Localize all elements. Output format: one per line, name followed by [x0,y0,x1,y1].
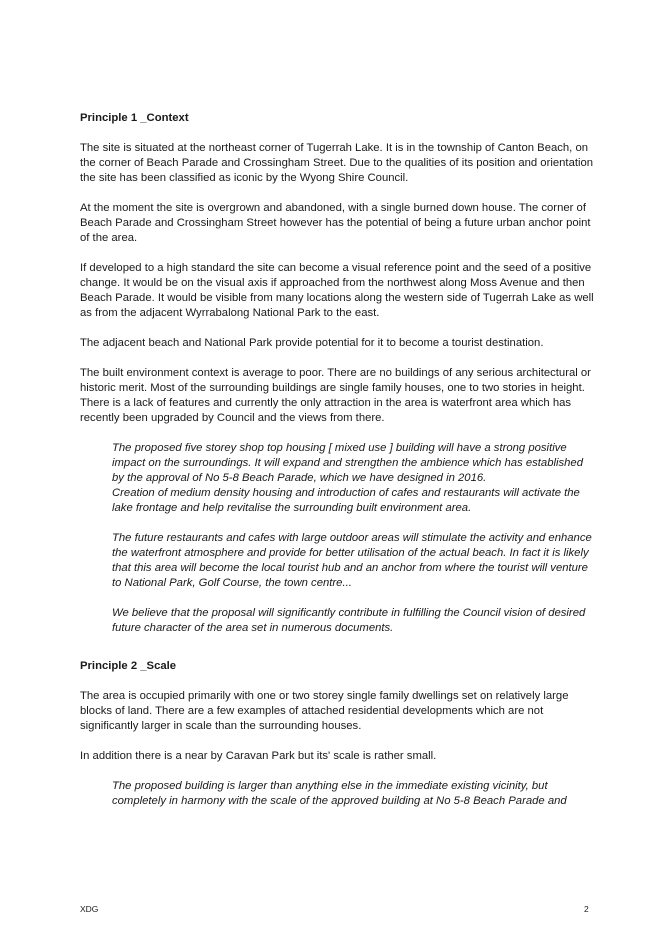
section-spacer [80,636,600,659]
context-paragraph: If developed to a high standard the site can become a visual reference point and the seed of a positive change. It would be on the visual axis if approached from the northwest along Moss Avenue and then Beach Parade. It would be visible from many locations along the western side of Tugerrah Lake as well as from the adjacent Wyrrabalong National Park to the east. [80,262,594,319]
scale-paragraph: In addition there is a near by Caravan Park but its' scale is rather small. [80,750,437,762]
scale-quote: The proposed building is larger than anything else in the immediate existing vicinity, but completely in harmony with the scale of the approved building at No 5-8 Beach Parade and [112,780,567,807]
context-paragraph: The site is situated at the northeast corner of Tugerrah Lake. It is in the township of Canton Beach, on the corner of Beach Parade and Crossingham Street. Due to the qualities of its position and orientation the site has been classified as iconic by the Wyong Shire Council. [80,142,594,184]
context-paragraph: The adjacent beach and National Park provide potential for it to become a tourist destination. [80,337,544,349]
context-quote: We believe that the proposal will significantly contribute in fulfilling the Council vision of desired future character of the area set in numerous documents. [112,607,586,634]
page-content [80,111,600,809]
section-heading-context: Principle 1 _Context [80,112,189,124]
footer-company-mark: XDG [80,904,99,914]
context-paragraph: At the moment the site is overgrown and abandoned, with a single burned down house. The corner of Beach Parade and Crossingham Street however has the potential of being a future urban anchor point of the area. [80,202,591,244]
context-quote: The future restaurants and cafes with large outdoor areas will stimulate the activity and enhance the waterfront atmosphere and provide for better utilisation of the actual beach. In fact it is likely that this area will become the local tourist hub and an anchor from where the tourist will venture to National Park, Golf Course, the town centre... [112,532,592,589]
context-quote: The proposed five storey shop top housing [ mixed use ] building will have a strong positive impact on the surroundings. It will expand and strengthen the ambience which has established by the approval of No 5-8 Beach Parade, which we have designed in 2016. [112,442,583,484]
page-number: 2 [584,904,589,914]
scale-paragraph: The area is occupied primarily with one or two storey single family dwellings set on relatively large blocks of land. There are a few examples of attached residential developments which are not significantly larger in scale than the surrounding houses. [80,690,569,732]
context-quote: Creation of medium density housing and introduction of cafes and restaurants will activate the lake frontage and help revitalise the surrounding built environment area. [112,487,580,514]
context-paragraph: The built environment context is average to poor. There are no buildings of any serious architectural or historic merit. Most of the surrounding buildings are single family houses, one to two stories in height. There is a lack of features and currently the only attraction in the area is waterfront area which has recently been upgraded by Council and the views from there. [80,367,591,424]
section-heading-scale: Principle 2 _Scale [80,660,177,672]
